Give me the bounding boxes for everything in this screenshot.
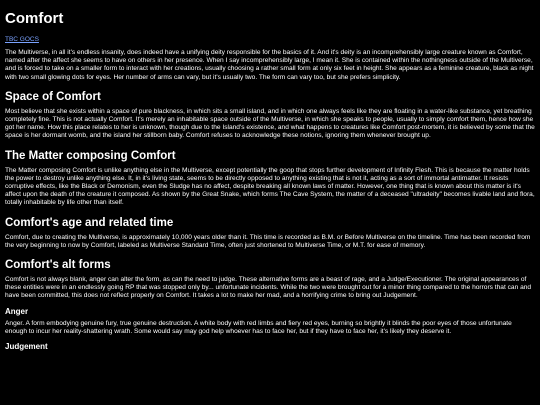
subsection-heading-anger: Anger [5, 306, 29, 316]
intro-paragraph: The Multiverse, in all it's endless insanity, does indeed have a unifying deity responsible for the basics of it. And it's deity is an incomprehensibly large creature known as Comfort, named after the affect she seems to have on others in her presence. When I say incomprehensibly large, I mean it. She is contained within the nothingness outside of the Multiverse, and is forced to take on a smaller form to interact with her creations, usually choosing a rather small form at only six feet in height. She appears as a feminine creature, black as night with two small glowing dots for eyes. Her number of arms can vary, but it's usually two. The form can vary too, but she prefers simplicity. [5, 49, 534, 81]
section-text-alt-forms: Comfort is not always blank, anger can alter the form, as can the need to judge. These alternative forms are a beast of rage, and a Judge/Executioner. The original appearances of these entities were in an endlessly going RP that was stopped only by... unfortunate incidents. While the two were brought out for a minor thing compared to the horrors that can and have been committed, this does not reflect properly on Comfort. It takes a lot to make her mad, and a horrifying crime to bring out Judgement. [5, 276, 532, 300]
toc-link[interactable]: TBC GOCS [5, 36, 39, 43]
section-text-space: Most believe that she exists within a space of pure blackness, in which sits a small island, and in which one always feels like they are floating in a water-like substance, yet breathing completely fine. This is not actually Comfort. It's merely an inhabitable space outside of the Multiverse, in which she speaks to people, usually to simply comfort them, hence how she got her name. How this place relates to her is unknown, though due to the Island's existence, and what happens to creatures like Comfort post-mortem, it is believed by some that the space is her dormant womb, and the island her stillborn baby. Comfort refuses to acknowledge these notions, ignoring them whenever brought up. [5, 107, 535, 140]
subsection-text-anger: Anger. A form embodying genuine fury, true genuine destruction. A white body with red limbs and fiery red eyes, burning so brightly it blinds the poor eyes of those unfortunate enough to incur her reality-shattering wrath. Some would say may god help whoever has to face her, but if they have to face her, it's likely they deserve it. [5, 319, 512, 335]
subsection-heading-judgement: Judgement [5, 342, 48, 352]
section-text-age: Comfort, due to creating the Multiverse, is approximately 10,000 years older than it. This time is recorded as B.M. or Before Multiverse on the timeline. Time has been recorded from the very beginning to now by Comfort, labeled as Multiverse Standard Time, often just shortened to Multiverse Time, or M.T. for ease of memory. [5, 233, 531, 249]
section-heading-age: Comfort's age and related time [5, 216, 174, 229]
section-heading-space: Space of Comfort [5, 90, 101, 103]
section-text-matter: The Matter composing Comfort is unlike anything else in the Multiverse, except potentially the goop that stops further development of Infinity Flesh. This is because the matter holds the power to destroy unlike anything else. It, in it's living state, seems to be directly opposed to anything existing that is not it, acting as a sort of immortal antimatter. It resists corruptive effects, like the Black or Demonism, even the Sludge has no affect, despite breaking all known laws of matter. However, one thing that is known about this matter is it's affect upon the death of the creature it composed. As shown by the Great Snake, which forms The Cave System, the matter of a deceased "ultradeity" becomes livable land and flora, totally inhabitable by life other than itself. [5, 166, 535, 207]
section-heading-matter: The Matter composing Comfort [5, 149, 176, 162]
page-title: Comfort [5, 10, 64, 27]
section-heading-alt-forms: Comfort's alt forms [5, 259, 111, 272]
